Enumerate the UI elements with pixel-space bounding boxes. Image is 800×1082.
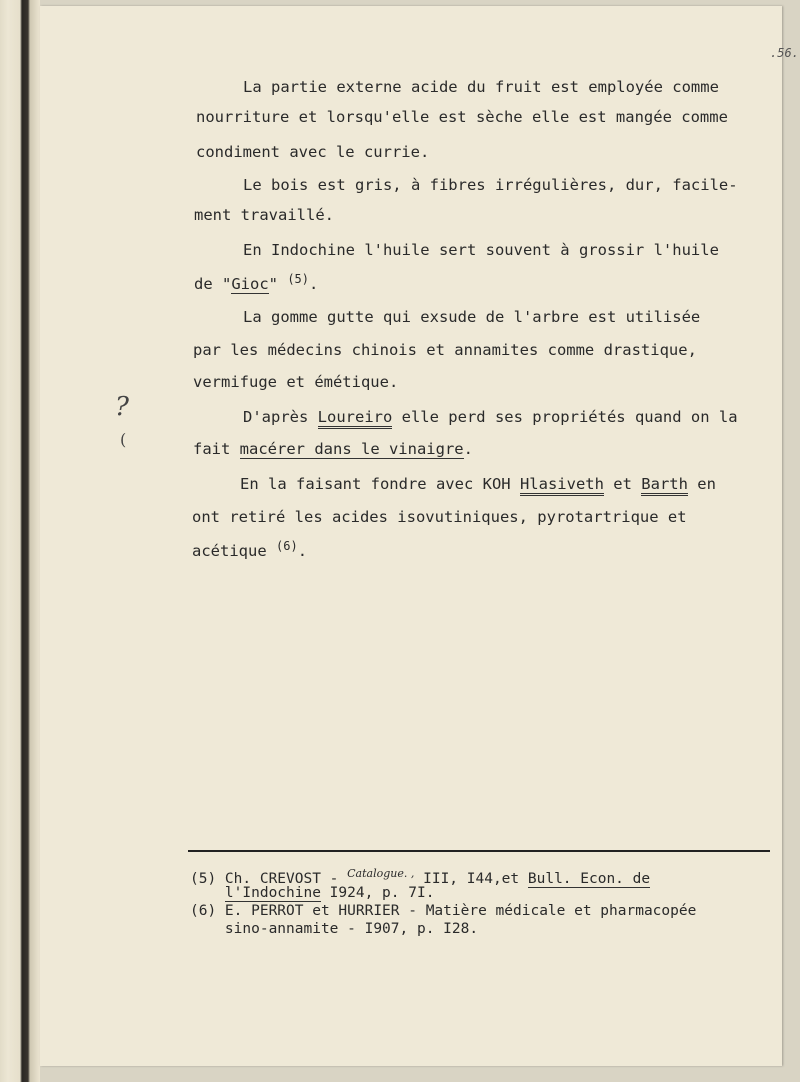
text-fragment: III, I44,et	[414, 871, 528, 887]
text-fragment: .	[309, 275, 319, 293]
author-hlasiveth: Hlasiveth	[520, 475, 604, 496]
text-line: En Indochine l'huile sert souvent à grossir l'huile	[243, 241, 719, 259]
text-fragment: elle perd ses propriétés quand on la	[392, 408, 738, 426]
text-line: ont retiré les acides isovutiniques, pyrotartrique et	[192, 508, 687, 526]
handwritten-annotation: Catalogue. ,	[347, 867, 415, 880]
text-line: condiment avec le currie.	[196, 143, 430, 161]
author-barth: Barth	[641, 475, 688, 496]
text-fragment: D'après	[243, 408, 318, 426]
journal-bull-econ: Bull. Econ. de	[527, 871, 651, 887]
footnote-5-line-2	[190, 886, 434, 901]
text-line: par les médecins chinois et annamites comme drastique,	[193, 341, 697, 359]
text-fragment: I924, p. 7I.	[320, 885, 435, 901]
margin-mark-paren: (	[120, 430, 127, 449]
footnote-6-line-1: (6) E. PERROT et HURRIER - Matière médicale et pharmacopée	[190, 903, 697, 919]
book-binding	[0, 0, 40, 1082]
text-line: La partie externe acide du fruit est employée comme	[243, 78, 719, 96]
footnote-6-line-2: sino-annamite - I907, p. I28.	[190, 921, 479, 937]
text-fragment: (5) Ch. CREVOST -	[190, 871, 348, 887]
footnote-ref-6: (6)	[276, 539, 298, 553]
text-fragment: .	[297, 542, 308, 560]
footnote-5-line-1	[190, 868, 650, 887]
text-fragment: "	[268, 275, 288, 293]
footnote-ref-5: (5)	[287, 272, 310, 286]
text-fragment	[190, 885, 225, 901]
text-line: Le bois est gris, à fibres irrégulières, dur, facile-	[243, 176, 738, 194]
text-line: nourriture et lorsqu'elle est sèche elle est mangée comme	[196, 108, 728, 126]
text-fragment: acétique	[192, 542, 276, 560]
text-fragment: et	[603, 475, 642, 493]
text-line	[243, 410, 738, 426]
text-line	[240, 477, 716, 493]
author-loureiro: Loureiro	[318, 408, 393, 429]
text-fragment: fait	[193, 440, 240, 458]
journal-indochine: l'Indochine	[224, 885, 321, 901]
page-number: .56.	[770, 46, 799, 60]
text-line	[194, 273, 318, 293]
text-line: ment travaillé.	[194, 206, 334, 224]
footnote-separator	[188, 850, 770, 852]
text-fragment: En la faisant fondre avec KOH	[240, 475, 520, 493]
text-fragment: en	[687, 475, 716, 493]
text-line: vermifuge et émétique.	[193, 373, 399, 391]
margin-mark-question: ?	[115, 392, 129, 422]
text-line	[193, 442, 473, 458]
text-fragment: de "	[194, 275, 232, 293]
text-line	[192, 540, 307, 560]
text-fragment: .	[463, 440, 473, 458]
text-line: La gomme gutte qui exsude de l'arbre est utilisée	[243, 308, 701, 326]
underlined-phrase: macérer dans le vinaigre	[239, 440, 464, 458]
term-gioc: Gioc	[231, 275, 269, 293]
